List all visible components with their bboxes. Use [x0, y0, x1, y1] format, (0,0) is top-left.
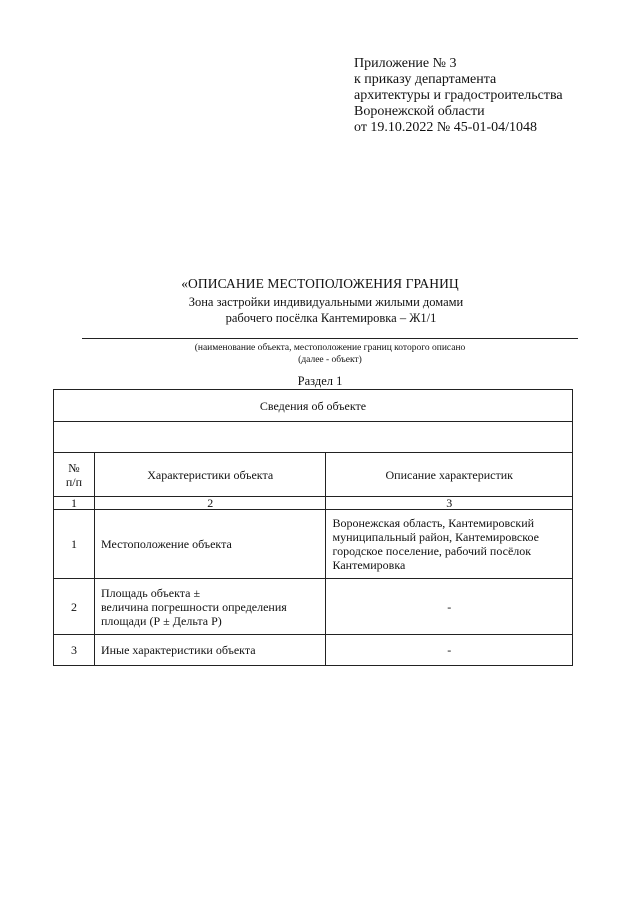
col-header-characteristic: Характеристики объекта: [94, 453, 326, 497]
column-index-row: [54, 497, 573, 510]
row-description: -: [326, 635, 573, 666]
title-subline-2: рабочего посёлка Кантемировка – Ж1/1: [225, 311, 437, 325]
title-main: «ОПИСАНИЕ МЕСТОПОЛОЖЕНИЯ ГРАНИЦ: [181, 276, 459, 291]
col-header-description: Описание характеристик: [326, 453, 573, 497]
appendix-header: [354, 56, 624, 136]
document-title: [0, 276, 640, 326]
row-characteristic: Иные характеристики объекта: [94, 635, 326, 666]
caption-line-2: (далее - объект): [298, 355, 362, 365]
blank-cell: [54, 422, 573, 453]
appendix-line: от 19.10.2022 № 45-01-04/1048: [354, 120, 538, 135]
appendix-line: к приказу департамента: [354, 72, 497, 87]
title-subline-1: Зона застройки индивидуальными жилыми домами: [188, 295, 464, 309]
object-caption: [90, 342, 570, 366]
table-blank-row: [54, 422, 573, 453]
appendix-line: архитектуры и градостроительства: [354, 88, 563, 103]
col-number-line-1: №: [68, 460, 80, 475]
col-header-number: [54, 453, 95, 497]
row-characteristic: [94, 579, 326, 635]
caption-line-1: (наименование объекта, местоположение границ которого описано: [194, 343, 466, 353]
table-row: [54, 635, 573, 666]
appendix-line: Приложение № 3: [354, 56, 457, 71]
col-index: 2: [94, 497, 326, 510]
table-heading: Сведения об объекте: [54, 390, 573, 422]
row-number: 3: [54, 635, 95, 666]
object-info-table: [53, 389, 573, 666]
column-header-row: [54, 453, 573, 497]
col-index: 1: [54, 497, 95, 510]
row-number: 1: [54, 510, 95, 579]
underline-rule: [82, 338, 578, 339]
row-description: -: [326, 579, 573, 635]
table-row: [54, 510, 573, 579]
appendix-line: Воронежской области: [354, 104, 485, 119]
section-label: Раздел 1: [297, 374, 343, 388]
row-characteristic: Местоположение объекта: [94, 510, 326, 579]
col-number-line-2: п/п: [65, 474, 83, 489]
row-characteristic-line: площади (Р ± Дельта Р): [100, 613, 222, 628]
row-number: 2: [54, 579, 95, 635]
row-description: Воронежская область, Кантемировский муниципальный район, Кантемировское городское поселение, рабочий посёлок Кантемировка: [326, 510, 573, 579]
row-characteristic-line: Площадь объекта ±: [100, 585, 201, 600]
table-row: [54, 579, 573, 635]
row-characteristic-line: величина погрешности определения: [100, 599, 287, 614]
col-index: 3: [326, 497, 573, 510]
table-heading-row: [54, 390, 573, 422]
